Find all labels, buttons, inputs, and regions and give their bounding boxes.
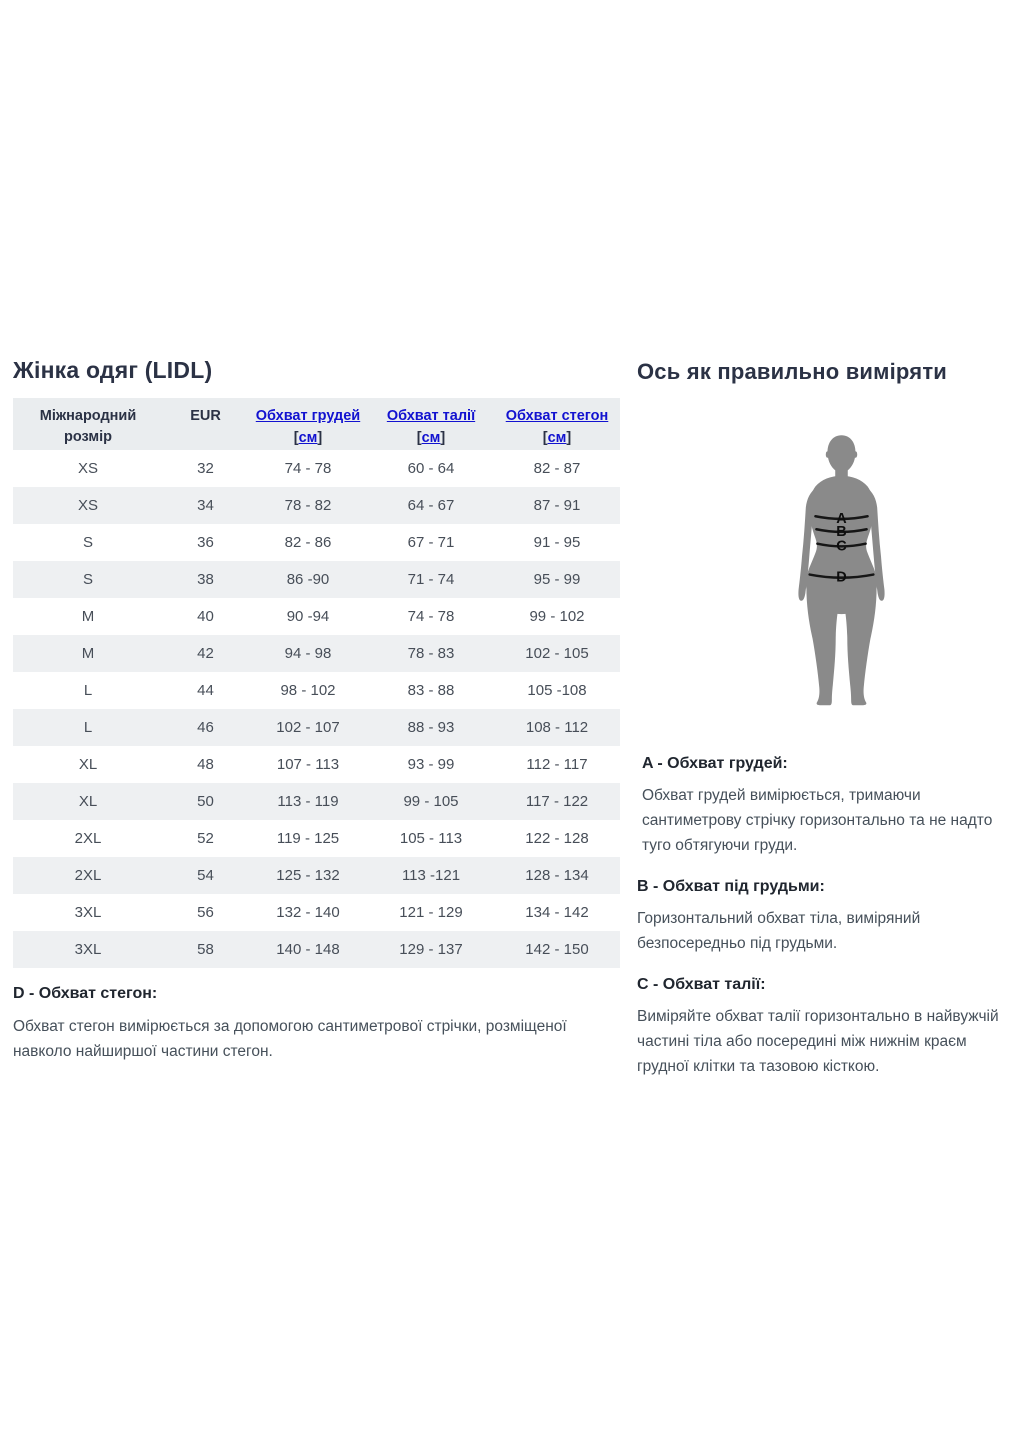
figure-label-a: A (836, 510, 847, 527)
table-cell: 113 -121 (368, 857, 494, 894)
unit-cm (369, 428, 493, 449)
table-cell: 56 (163, 894, 248, 931)
chest-unit-link[interactable]: см (298, 430, 318, 446)
table-row (13, 931, 620, 968)
table-cell: 134 - 142 (494, 894, 620, 931)
table-cell: S (13, 524, 163, 561)
table-cell: 48 (163, 746, 248, 783)
table-cell: XL (13, 746, 163, 783)
table-cell: 121 - 129 (368, 894, 494, 931)
table-cell: 78 - 82 (248, 487, 368, 524)
table-cell: 99 - 102 (494, 598, 620, 635)
table-cell: 93 - 99 (368, 746, 494, 783)
table-cell: 90 -94 (248, 598, 368, 635)
chest-circumference-link[interactable]: Обхват грудей (255, 408, 361, 424)
table-cell: L (13, 709, 163, 746)
table-cell: 129 - 137 (368, 931, 494, 968)
waist-unit-link[interactable]: см (421, 430, 441, 446)
table-cell: 50 (163, 783, 248, 820)
table-cell: M (13, 635, 163, 672)
col-header-eur (163, 398, 248, 450)
table-cell: 74 - 78 (248, 450, 368, 487)
table-cell: 91 - 95 (494, 524, 620, 561)
table-cell: 119 - 125 (248, 820, 368, 857)
table-row (13, 487, 620, 524)
table-cell: 3XL (13, 931, 163, 968)
figure-label-b: B (836, 523, 847, 540)
table-header-row (13, 398, 620, 450)
table-row (13, 709, 620, 746)
table-cell: 82 - 86 (248, 524, 368, 561)
measure-guide-title: Ось як правильно виміряти (637, 359, 948, 384)
table-row (13, 524, 620, 561)
bracket-close: ] (440, 430, 446, 446)
table-row (13, 598, 620, 635)
table-cell: 36 (163, 524, 248, 561)
table-cell: 107 - 113 (248, 746, 368, 783)
right-column (637, 359, 1013, 1079)
table-row (13, 635, 620, 672)
table-cell: 99 - 105 (368, 783, 494, 820)
table-cell: 98 - 102 (248, 672, 368, 709)
table-cell: 94 - 98 (248, 635, 368, 672)
section-b-text: Горизонтальний обхват тіла, виміряний безпосередньо під грудьми. (637, 910, 921, 952)
table-cell: 46 (163, 709, 248, 746)
section-a (642, 755, 1013, 858)
left-column (13, 357, 620, 1064)
table-cell: 54 (163, 857, 248, 894)
table-cell: XS (13, 450, 163, 487)
table-cell: 60 - 64 (368, 450, 494, 487)
table-cell: 102 - 107 (248, 709, 368, 746)
section-d-text: Обхват стегон вимірюється за допомогою сантиметрової стрічки, розміщеної навколо найширшої частини стегон. (13, 1018, 567, 1060)
section-c-heading: C - Обхват талії: (637, 976, 766, 993)
col-header-international-size (13, 398, 163, 450)
table-cell: 78 - 83 (368, 635, 494, 672)
section-d-heading: D - Обхват стегон: (13, 985, 158, 1002)
col-header-chest (248, 398, 368, 450)
table-cell: 42 (163, 635, 248, 672)
waist-circumference-link[interactable]: Обхват талії (386, 408, 476, 424)
table-cell: 38 (163, 561, 248, 598)
table-row (13, 672, 620, 709)
table-cell: 88 - 93 (368, 709, 494, 746)
table-cell: 67 - 71 (368, 524, 494, 561)
table-cell: 58 (163, 931, 248, 968)
table-cell: 132 - 140 (248, 894, 368, 931)
table-cell: 140 - 148 (248, 931, 368, 968)
page-title: Жінка одяг (LIDL) (13, 357, 213, 383)
table-cell: 52 (163, 820, 248, 857)
table-cell: 34 (163, 487, 248, 524)
col-header-label: Міжнародний розмір (39, 408, 137, 445)
table-cell: 113 - 119 (248, 783, 368, 820)
table-cell: 44 (163, 672, 248, 709)
bracket-open: [ (416, 430, 422, 446)
table-row (13, 894, 620, 931)
section-c (637, 976, 1013, 1079)
table-row (13, 746, 620, 783)
table-cell: 95 - 99 (494, 561, 620, 598)
table-cell: L (13, 672, 163, 709)
table-cell: 86 -90 (248, 561, 368, 598)
measurement-figure (637, 431, 1013, 723)
table-cell: 3XL (13, 894, 163, 931)
section-b (637, 878, 1013, 956)
bracket-open: [ (542, 430, 548, 446)
figure-label-d: D (836, 569, 847, 586)
table-cell: 142 - 150 (494, 931, 620, 968)
table-cell: 128 - 134 (494, 857, 620, 894)
table-cell: 105 -108 (494, 672, 620, 709)
unit-cm (495, 428, 619, 449)
table-cell: 82 - 87 (494, 450, 620, 487)
unit-cm (249, 428, 367, 449)
col-header-label: EUR (190, 408, 221, 424)
section-a-heading: A - Обхват грудей: (642, 755, 788, 772)
table-cell: 125 - 132 (248, 857, 368, 894)
table-row (13, 450, 620, 487)
table-cell: XL (13, 783, 163, 820)
size-table (13, 398, 620, 968)
female-body-silhouette-icon (774, 431, 909, 721)
col-header-waist (368, 398, 494, 450)
section-b-heading: B - Обхват під грудьми: (637, 878, 825, 895)
table-row (13, 857, 620, 894)
table-row (13, 783, 620, 820)
table-cell: 108 - 112 (494, 709, 620, 746)
table-cell: 2XL (13, 857, 163, 894)
table-cell: 40 (163, 598, 248, 635)
section-c-text: Виміряйте обхват талії горизонтально в найвужчій частині тіла або посередині між нижнім краєм грудної клітки та тазовою кісткою. (637, 1008, 999, 1075)
table-cell: 105 - 113 (368, 820, 494, 857)
table-cell: 64 - 67 (368, 487, 494, 524)
table-cell: S (13, 561, 163, 598)
hips-circumference-link[interactable]: Обхват стегон (505, 408, 609, 424)
bracket-close: ] (566, 430, 572, 446)
table-row (13, 820, 620, 857)
bracket-open: [ (293, 430, 299, 446)
section-a-text: Обхват грудей вимірюється, тримаючи сантиметрову стрічку горизонтально та не надто туго обтягуючи груди. (642, 787, 993, 854)
table-cell: 32 (163, 450, 248, 487)
figure-label-c: C (836, 538, 847, 555)
hips-unit-link[interactable]: см (547, 430, 567, 446)
table-row (13, 561, 620, 598)
table-cell: 83 - 88 (368, 672, 494, 709)
table-cell: 102 - 105 (494, 635, 620, 672)
table-cell: M (13, 598, 163, 635)
table-cell: 74 - 78 (368, 598, 494, 635)
table-cell: XS (13, 487, 163, 524)
bracket-close: ] (317, 430, 323, 446)
col-header-hips (494, 398, 620, 450)
table-cell: 122 - 128 (494, 820, 620, 857)
table-cell: 2XL (13, 820, 163, 857)
table-cell: 71 - 74 (368, 561, 494, 598)
table-cell: 87 - 91 (494, 487, 620, 524)
table-cell: 112 - 117 (494, 746, 620, 783)
table-cell: 117 - 122 (494, 783, 620, 820)
size-table-body (13, 450, 620, 968)
